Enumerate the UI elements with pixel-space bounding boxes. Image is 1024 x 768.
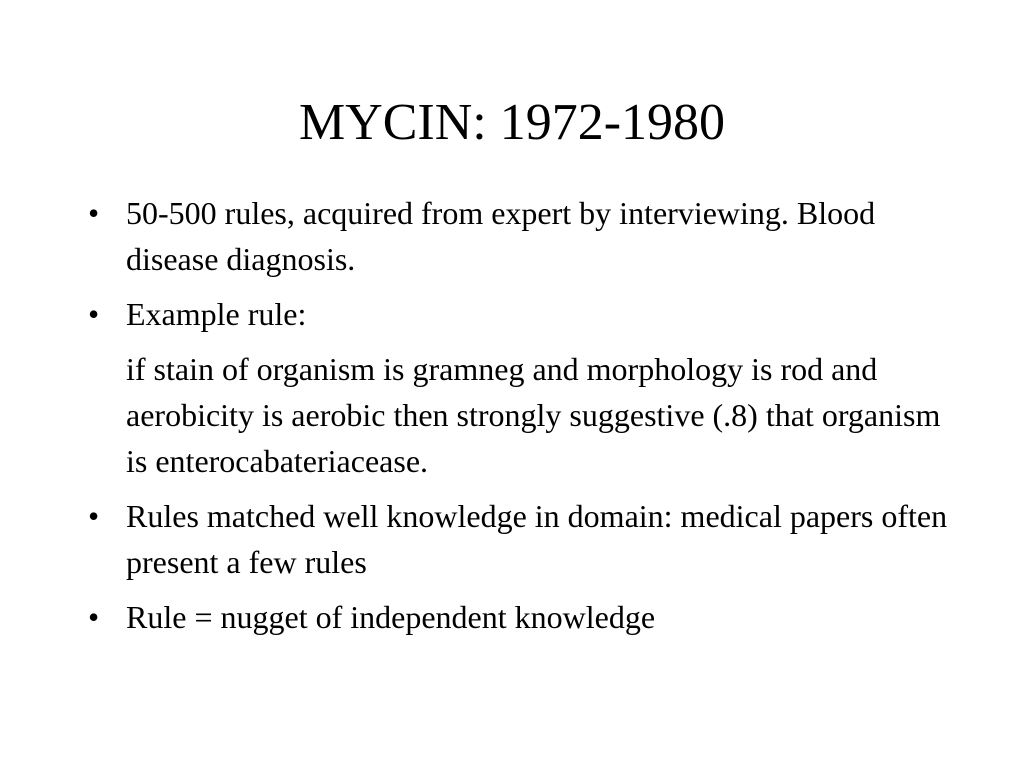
bullet-item-example-rule xyxy=(88,291,948,337)
bullet-text: 50-500 rules, acquired from expert by interviewing. Blood disease diagnosis. xyxy=(126,195,876,277)
example-rule-text xyxy=(88,346,948,484)
bullet-text: Rules matched well knowledge in domain: medical papers often present a few rules xyxy=(126,498,948,580)
bullet-item-rules-count xyxy=(88,190,948,282)
bullet-icon: • xyxy=(88,195,100,231)
bullet-text: Rule = nugget of independent knowledge xyxy=(126,599,656,635)
slide-title: MYCIN: 1972-1980 xyxy=(298,94,726,151)
bullet-list xyxy=(88,190,948,649)
bullet-text: Example rule: xyxy=(126,296,307,332)
rule-body: if stain of organism is gramneg and morphology is rod and aerobicity is aerobic then strongly suggestive (.8) that organism is enterocabateriacease. xyxy=(126,351,941,479)
bullet-item-rule-definition xyxy=(88,594,948,640)
bullet-icon: • xyxy=(88,498,100,534)
bullet-icon: • xyxy=(88,599,100,635)
bullet-icon: • xyxy=(88,296,100,332)
bullet-item-rules-matched xyxy=(88,493,948,585)
